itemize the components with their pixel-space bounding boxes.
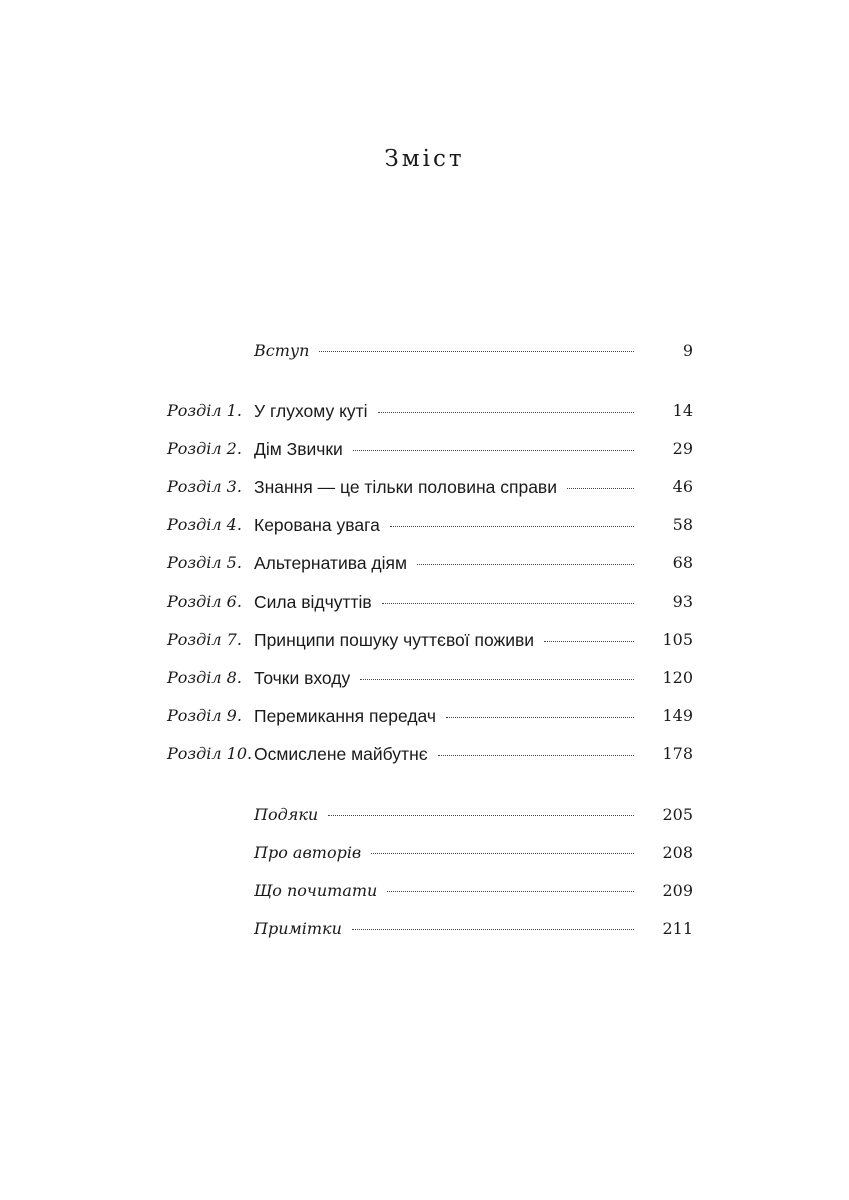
- toc-entry-intro[interactable]: [0, 336, 849, 366]
- entry-line: [254, 800, 634, 830]
- entry-line: [254, 434, 634, 464]
- toc-entry-notes[interactable]: [0, 914, 849, 944]
- chapter-label: Розділ 5.: [167, 553, 242, 572]
- chapter-label: Розділ 9.: [167, 706, 242, 725]
- page-number: 58: [672, 515, 693, 534]
- dot-leader: [371, 852, 634, 854]
- entry-line: [254, 587, 634, 617]
- toc-entry-chapter-3[interactable]: [0, 472, 849, 502]
- dot-leader: [446, 716, 634, 718]
- chapter-label: Розділ 2.: [167, 439, 242, 458]
- toc-entry-about-authors[interactable]: [0, 838, 849, 868]
- toc-entry-chapter-2[interactable]: [0, 434, 849, 464]
- toc-entry-chapter-1[interactable]: [0, 396, 849, 426]
- entry-line: [254, 625, 634, 655]
- page-number: 68: [672, 553, 693, 572]
- entry-line: [254, 510, 634, 540]
- page-number: 149: [662, 706, 693, 725]
- entry-title: Дім Звички: [254, 434, 353, 464]
- toc-entry-chapter-5[interactable]: [0, 548, 849, 578]
- dot-leader: [417, 563, 634, 565]
- entry-line: [254, 663, 634, 693]
- entry-line: [254, 701, 634, 731]
- chapter-label: Розділ 6.: [167, 592, 242, 611]
- page-number: 205: [662, 805, 693, 824]
- entry-title: Точки входу: [254, 663, 360, 693]
- page-number: 178: [662, 744, 693, 763]
- entry-line: [254, 739, 634, 769]
- chapter-label: Розділ 4.: [167, 515, 242, 534]
- entry-line: [254, 548, 634, 578]
- entry-line: [254, 336, 634, 366]
- dot-leader: [387, 890, 634, 892]
- entry-line: [254, 876, 634, 906]
- toc-entry-chapter-6[interactable]: [0, 587, 849, 617]
- dot-leader: [360, 678, 634, 680]
- chapter-label: Розділ 1.: [167, 401, 242, 420]
- page-number: 120: [662, 668, 693, 687]
- entry-title: Перемикання передач: [254, 701, 446, 731]
- dot-leader: [328, 814, 634, 816]
- page-number: 14: [672, 401, 693, 420]
- entry-title: Сила відчуттів: [254, 587, 382, 617]
- chapter-label: Розділ 7.: [167, 630, 242, 649]
- entry-title: Примітки: [254, 914, 352, 944]
- dot-leader: [567, 487, 634, 489]
- entry-title: У глухому куті: [254, 396, 378, 426]
- toc-entry-acknowledgements[interactable]: [0, 800, 849, 830]
- dot-leader: [390, 525, 634, 527]
- dot-leader: [544, 640, 634, 642]
- page-number: 208: [662, 843, 693, 862]
- toc-entry-chapter-8[interactable]: [0, 663, 849, 693]
- entry-title: Керована увага: [254, 510, 390, 540]
- entry-line: [254, 914, 634, 944]
- entry-title: Що почитати: [254, 876, 387, 906]
- chapter-label: Розділ 3.: [167, 477, 242, 496]
- page-title: Зміст: [384, 146, 465, 172]
- entry-title: Знання — це тільки половина справи: [254, 472, 567, 502]
- toc-entry-chapter-7[interactable]: [0, 625, 849, 655]
- entry-line: [254, 472, 634, 502]
- entry-title: Осмислене майбутнє: [254, 739, 438, 769]
- entry-title: Принципи пошуку чуттєвої поживи: [254, 625, 544, 655]
- dot-leader: [352, 928, 634, 930]
- toc-entry-chapter-10[interactable]: [0, 739, 849, 769]
- page-number: 209: [662, 881, 693, 900]
- dot-leader: [353, 449, 634, 451]
- dot-leader: [382, 602, 634, 604]
- chapter-label: Розділ 10.: [167, 744, 253, 763]
- dot-leader: [438, 754, 634, 756]
- toc-entry-chapter-4[interactable]: [0, 510, 849, 540]
- dot-leader: [378, 411, 634, 413]
- page-number: 211: [662, 919, 693, 938]
- entry-title: Альтернатива діям: [254, 548, 417, 578]
- entry-title: Про авторів: [254, 838, 371, 868]
- entry-title: Вступ: [254, 336, 319, 366]
- toc-entry-further-reading[interactable]: [0, 876, 849, 906]
- entry-line: [254, 838, 634, 868]
- dot-leader: [319, 350, 634, 352]
- page-number: 9: [682, 341, 693, 360]
- page-number: 105: [662, 630, 693, 649]
- chapter-label: Розділ 8.: [167, 668, 242, 687]
- page-number: 29: [672, 439, 693, 458]
- entry-title: Подяки: [254, 800, 328, 830]
- page-number: 93: [672, 592, 693, 611]
- page-number: 46: [672, 477, 693, 496]
- entry-line: [254, 396, 634, 426]
- toc-entry-chapter-9[interactable]: [0, 701, 849, 731]
